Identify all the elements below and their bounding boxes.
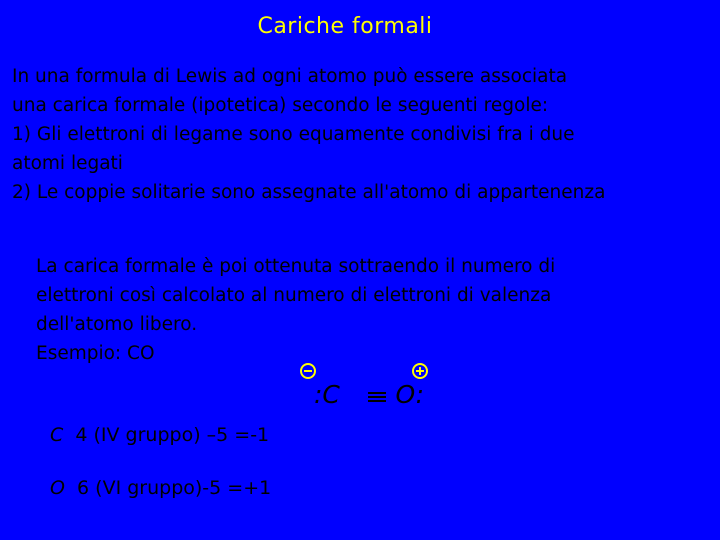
triple-bond-icon bbox=[368, 392, 386, 402]
carbon-symbol: :C bbox=[314, 380, 340, 409]
co-lewis-formula bbox=[280, 360, 450, 420]
definition-line: La carica formale è poi ottenuta sottraendo il numero di bbox=[36, 256, 556, 277]
rules-line: In una formula di Lewis ad ogni atomo può essere associata bbox=[12, 66, 568, 87]
positive-charge-icon bbox=[412, 363, 428, 379]
rules-line: una carica formale (ipotetica) secondo le seguenti regole: bbox=[12, 95, 549, 116]
definition-line: elettroni così calcolato al numero di elettroni di valenza bbox=[36, 285, 552, 306]
example-label: Esempio: CO bbox=[36, 343, 155, 364]
slide-title: Cariche formali bbox=[257, 14, 433, 39]
rules-line: 2) Le coppie solitarie sono assegnate all'atomo di appartenenza bbox=[12, 182, 606, 203]
oxygen-calc-text: 6 (VI gruppo)-5 =+1 bbox=[64, 477, 272, 499]
oxygen-label: O bbox=[50, 477, 65, 499]
rules-line: atomi legati bbox=[12, 153, 123, 174]
rules-line: 1) Gli elettroni di legame sono equamente condivisi fra i due bbox=[12, 124, 575, 145]
negative-charge-icon bbox=[300, 363, 316, 379]
rules-paragraph bbox=[12, 62, 605, 207]
carbon-charge-calc bbox=[50, 424, 269, 446]
oxygen-symbol: O: bbox=[395, 380, 425, 409]
carbon-calc-text: 4 (IV gruppo) –5 =-1 bbox=[63, 424, 270, 446]
carbon-label: C bbox=[50, 424, 64, 446]
definition-paragraph bbox=[36, 252, 555, 368]
definition-line: dell'atomo libero. bbox=[36, 314, 198, 335]
oxygen-charge-calc bbox=[50, 477, 271, 499]
